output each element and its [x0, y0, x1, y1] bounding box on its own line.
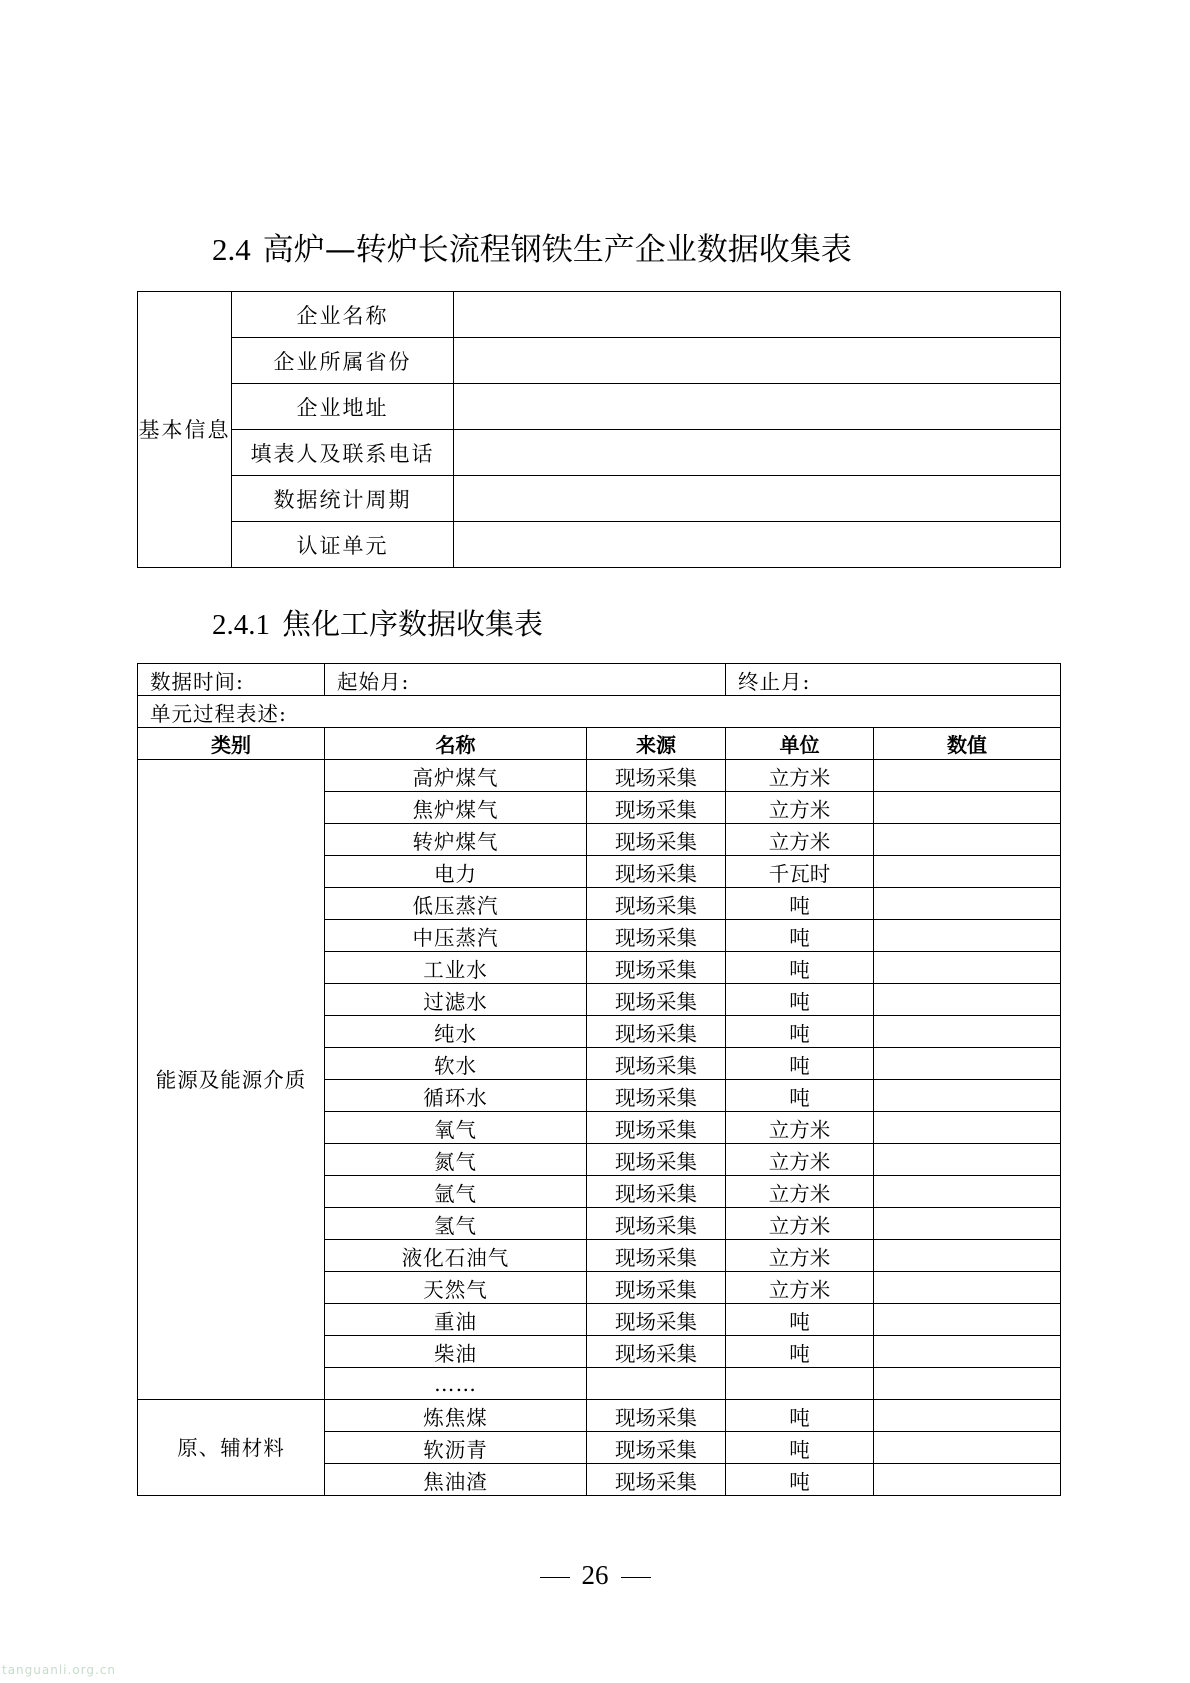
item-value-cell[interactable]	[874, 1080, 1061, 1112]
header-value: 数值	[874, 728, 1061, 760]
basic-info-label: 数据统计周期	[232, 476, 454, 522]
subsection-number: 2.4.1	[212, 609, 270, 641]
item-unit: 吨	[726, 1048, 874, 1080]
item-source: 现场采集	[587, 1240, 726, 1272]
item-unit: 立方米	[726, 1176, 874, 1208]
basic-info-row	[138, 522, 1061, 568]
item-name: 高炉煤气	[325, 760, 587, 792]
category-cell: 能源及能源介质	[138, 760, 325, 1400]
item-name: ……	[325, 1368, 587, 1400]
item-source: 现场采集	[587, 1400, 726, 1432]
item-value-cell[interactable]	[874, 1336, 1061, 1368]
basic-info-label: 企业所属省份	[232, 338, 454, 384]
item-value-cell[interactable]	[874, 1464, 1061, 1496]
item-source: 现场采集	[587, 1432, 726, 1464]
item-value-cell[interactable]	[874, 1432, 1061, 1464]
item-value-cell[interactable]	[874, 984, 1061, 1016]
section-title: 高炉—转炉长流程钢铁生产企业数据收集表	[262, 232, 852, 268]
item-unit: 吨	[726, 1016, 874, 1048]
item-name: 天然气	[325, 1272, 587, 1304]
item-value-cell[interactable]	[874, 1048, 1061, 1080]
basic-info-row	[138, 338, 1061, 384]
item-value-cell[interactable]	[874, 1112, 1061, 1144]
item-unit: 立方米	[726, 760, 874, 792]
item-unit: 吨	[726, 1080, 874, 1112]
basic-info-row	[138, 292, 1061, 338]
item-source: 现场采集	[587, 984, 726, 1016]
start-month-field[interactable]: 起始月:	[325, 664, 726, 696]
item-unit: 吨	[726, 888, 874, 920]
item-source: 现场采集	[587, 1144, 726, 1176]
basic-info-label: 企业名称	[232, 292, 454, 338]
item-name: 软水	[325, 1048, 587, 1080]
basic-info-label: 认证单元	[232, 522, 454, 568]
item-source: 现场采集	[587, 760, 726, 792]
basic-info-label: 填表人及联系电话	[232, 430, 454, 476]
table-row	[138, 760, 1061, 792]
item-source: 现场采集	[587, 1304, 726, 1336]
item-unit: 立方米	[726, 1208, 874, 1240]
item-name: 过滤水	[325, 984, 587, 1016]
item-name: 转炉煤气	[325, 824, 587, 856]
item-value-cell[interactable]	[874, 888, 1061, 920]
coking-data-table	[137, 663, 1061, 1496]
basic-info-value-cell[interactable]	[454, 384, 1061, 430]
item-unit: 吨	[726, 1464, 874, 1496]
basic-info-row	[138, 384, 1061, 430]
page-number-text: 26	[581, 1560, 609, 1590]
item-source: 现场采集	[587, 1112, 726, 1144]
end-month-field[interactable]: 终止月:	[726, 664, 1061, 696]
item-value-cell[interactable]	[874, 1144, 1061, 1176]
header-row	[138, 728, 1061, 760]
item-unit: 吨	[726, 1336, 874, 1368]
item-unit: 立方米	[726, 1240, 874, 1272]
item-value-cell[interactable]	[874, 1304, 1061, 1336]
item-name: 焦炉煤气	[325, 792, 587, 824]
item-name: 氧气	[325, 1112, 587, 1144]
basic-info-value-cell[interactable]	[454, 430, 1061, 476]
item-name: 炼焦煤	[325, 1400, 587, 1432]
item-name: 工业水	[325, 952, 587, 984]
item-unit: 吨	[726, 920, 874, 952]
header-name: 名称	[325, 728, 587, 760]
item-name: 中压蒸汽	[325, 920, 587, 952]
basic-info-table	[137, 291, 1061, 568]
item-name: 纯水	[325, 1016, 587, 1048]
coking-data-body	[138, 664, 1061, 1496]
item-unit: 吨	[726, 1432, 874, 1464]
watermark: tanguanli.org.cn	[2, 1663, 117, 1677]
item-name: 液化石油气	[325, 1240, 587, 1272]
item-name: 循环水	[325, 1080, 587, 1112]
item-unit: 立方米	[726, 1144, 874, 1176]
process-description-field[interactable]: 单元过程表述:	[138, 696, 1061, 728]
item-unit: 吨	[726, 1400, 874, 1432]
item-source: 现场采集	[587, 1272, 726, 1304]
basic-info-body	[138, 292, 1061, 568]
item-name: 氢气	[325, 1208, 587, 1240]
item-source: 现场采集	[587, 856, 726, 888]
item-value-cell[interactable]	[874, 952, 1061, 984]
item-unit: 立方米	[726, 1272, 874, 1304]
item-source: 现场采集	[587, 1176, 726, 1208]
basic-info-label: 企业地址	[232, 384, 454, 430]
item-name: 低压蒸汽	[325, 888, 587, 920]
item-unit: 立方米	[726, 824, 874, 856]
header-unit: 单位	[726, 728, 874, 760]
category-cell: 原、辅材料	[138, 1400, 325, 1496]
item-source	[587, 1368, 726, 1400]
item-unit: 吨	[726, 952, 874, 984]
item-value-cell[interactable]	[874, 920, 1061, 952]
page-number	[0, 1560, 1190, 1591]
item-unit: 立方米	[726, 1112, 874, 1144]
item-source: 现场采集	[587, 1464, 726, 1496]
item-source: 现场采集	[587, 1208, 726, 1240]
page-dash-left	[540, 1577, 570, 1578]
item-name: 重油	[325, 1304, 587, 1336]
item-source: 现场采集	[587, 824, 726, 856]
header-category: 类别	[138, 728, 325, 760]
section-number: 2.4	[212, 232, 251, 267]
item-name: 氩气	[325, 1176, 587, 1208]
item-source: 现场采集	[587, 1080, 726, 1112]
item-value-cell[interactable]	[874, 1272, 1061, 1304]
section-heading	[212, 230, 852, 270]
item-source: 现场采集	[587, 920, 726, 952]
item-value-cell[interactable]	[874, 856, 1061, 888]
basic-info-value-cell[interactable]	[454, 522, 1061, 568]
page-dash-right	[621, 1577, 651, 1578]
basic-info-row	[138, 430, 1061, 476]
item-unit: 立方米	[726, 792, 874, 824]
item-name: 氮气	[325, 1144, 587, 1176]
item-value-cell[interactable]	[874, 1368, 1061, 1400]
item-value-cell[interactable]	[874, 1240, 1061, 1272]
time-row	[138, 664, 1061, 696]
item-unit: 吨	[726, 1304, 874, 1336]
basic-info-value-cell[interactable]	[454, 476, 1061, 522]
item-name: 电力	[325, 856, 587, 888]
item-source: 现场采集	[587, 1336, 726, 1368]
item-unit: 吨	[726, 984, 874, 1016]
item-unit	[726, 1368, 874, 1400]
item-source: 现场采集	[587, 792, 726, 824]
item-value-cell[interactable]	[874, 824, 1061, 856]
item-source: 现场采集	[587, 888, 726, 920]
basic-info-category: 基本信息	[138, 292, 232, 568]
item-name: 软沥青	[325, 1432, 587, 1464]
table-row	[138, 1400, 1061, 1432]
item-name: 焦油渣	[325, 1464, 587, 1496]
item-value-cell[interactable]	[874, 760, 1061, 792]
data-time-label: 数据时间:	[138, 664, 325, 696]
item-unit: 千瓦时	[726, 856, 874, 888]
basic-info-value-cell[interactable]	[454, 292, 1061, 338]
item-source: 现场采集	[587, 952, 726, 984]
header-source: 来源	[587, 728, 726, 760]
basic-info-value-cell[interactable]	[454, 338, 1061, 384]
item-source: 现场采集	[587, 1016, 726, 1048]
item-value-cell[interactable]	[874, 1016, 1061, 1048]
item-value-cell[interactable]	[874, 1176, 1061, 1208]
item-value-cell[interactable]	[874, 1400, 1061, 1432]
process-row	[138, 696, 1061, 728]
subsection-heading	[212, 605, 543, 644]
item-value-cell[interactable]	[874, 792, 1061, 824]
subsection-title: 焦化工序数据收集表	[282, 607, 544, 641]
item-name: 柴油	[325, 1336, 587, 1368]
basic-info-row	[138, 476, 1061, 522]
item-value-cell[interactable]	[874, 1208, 1061, 1240]
item-source: 现场采集	[587, 1048, 726, 1080]
